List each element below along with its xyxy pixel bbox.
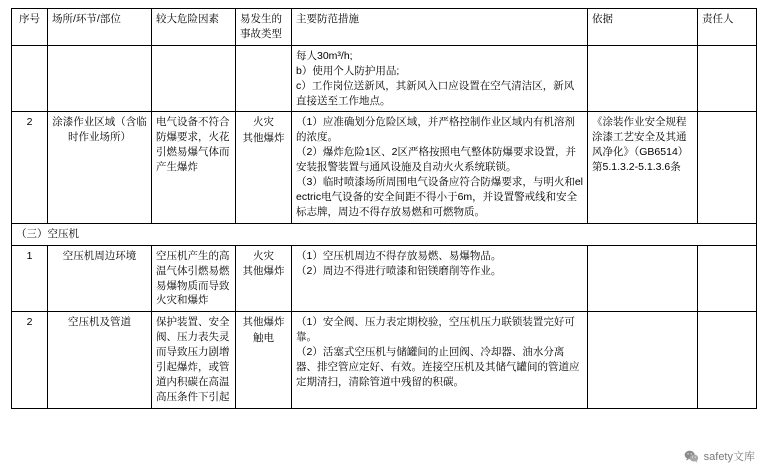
cell-accident-type <box>236 312 292 408</box>
cell-no: 2 <box>12 112 48 223</box>
cell-measures <box>292 45 588 112</box>
cell-measures <box>292 245 588 312</box>
column-header-accident-type: 易发生的事故类型 <box>236 9 292 46</box>
column-header-measures: 主要防范措施 <box>292 9 588 46</box>
cell-person <box>698 312 757 408</box>
cell-basis: 《涂装作业安全规程 涂漆工艺安全及其通风净化》（GB6514）第5.1.3.2-5.1.3.6条 <box>588 112 698 223</box>
table-row <box>12 112 757 223</box>
column-header-no: 序号 <box>12 9 48 46</box>
measure-line: （1）应准确划分危险区域，并严格控制作业区域内有机溶剂的浓度。 <box>296 116 575 144</box>
section-title: （三）空压机 <box>12 223 757 245</box>
table-row <box>12 312 757 408</box>
accident-type-line: 其他爆炸 <box>242 132 285 145</box>
table-row <box>12 45 757 112</box>
measure-line: （2）周边不得进行喷漆和铝镁磨削等作业。 <box>296 264 502 277</box>
watermark-label: safety文库 <box>703 451 755 463</box>
measure-line: （1）空压机周边不得存放易燃、易爆物品。 <box>296 249 502 262</box>
column-header-person: 责任人 <box>698 9 757 46</box>
table-header <box>12 9 757 46</box>
cell-basis <box>588 312 698 408</box>
measure-line: c）工作岗位送新风，其新风入口应设置在空气清洁区，新风直接送至工作地点。 <box>296 79 575 107</box>
cell-hazard: 电气设备不符合防爆要求，火花引燃易爆气体而产生爆炸 <box>152 112 236 223</box>
table-header-row <box>12 9 757 46</box>
cell-measures <box>292 112 588 223</box>
column-header-hazard: 较大危险因素 <box>152 9 236 46</box>
cell-hazard: 保护装置、安全阀、压力表失灵而导致压力剧增引起爆炸，或管道内积碳在高温高压条件下引起 <box>152 312 236 408</box>
cell-basis <box>588 45 698 112</box>
table-section-row <box>12 223 757 245</box>
measure-line: 每人30m³/h; <box>296 49 353 62</box>
measure-line: b）使用个人防护用品; <box>296 64 400 77</box>
cell-accident-type <box>236 245 292 312</box>
measure-line: （2）爆炸危险1区、2区严格按照电气整体防爆要求设置，并安装报警装置与通风设施及自动火火系统联锁。 <box>296 146 577 174</box>
measure-line: （1）安全阀、压力表定期校验，空压机压力联锁装置完好可靠。 <box>296 316 575 344</box>
column-header-place: 场所/环节/部位 <box>48 9 152 46</box>
cell-person <box>698 245 757 312</box>
cell-accident-type <box>236 45 292 112</box>
cell-accident-type <box>236 112 292 223</box>
accident-type-line: 其他爆炸 <box>242 265 285 278</box>
measure-line: （3）临时喷漆场所周围电气设备应符合防爆要求，与明火和electric电气设备的安全间距不得小于6m，并设置警戒线和安全标志牌，周边不得存放易燃和可燃物质。 <box>296 176 584 218</box>
cell-hazard: 空压机产生的高温气体引燃易燃易爆物质而导致火灾和爆炸 <box>152 245 236 312</box>
cell-person <box>698 45 757 112</box>
cell-place: 涂漆作业区域（含临时作业场所） <box>48 112 152 223</box>
cell-no <box>12 45 48 112</box>
cell-hazard <box>152 45 236 112</box>
watermark <box>684 448 755 464</box>
document-page <box>0 8 767 474</box>
cell-basis <box>588 245 698 312</box>
accident-type-line: 火灾 <box>253 116 274 129</box>
cell-place <box>48 45 152 112</box>
table-row <box>12 245 757 312</box>
wechat-icon <box>684 450 699 463</box>
cell-place: 空压机及管道 <box>48 312 152 408</box>
cell-person <box>698 112 757 223</box>
accident-type-line: 触电 <box>253 332 274 345</box>
risk-control-table <box>11 8 757 409</box>
accident-type-line: 火灾 <box>253 249 274 262</box>
cell-place: 空压机周边环境 <box>48 245 152 312</box>
table-body <box>12 45 757 408</box>
measure-line: （2）活塞式空压机与储罐间的止回阀、冷却器、油水分离器、排空管应定好、有效。连接空压机及其储气罐间的管道应定期清扫，清除管道中残留的积碳。 <box>296 346 580 388</box>
cell-no: 2 <box>12 312 48 408</box>
accident-type-line: 其他爆炸 <box>242 316 285 329</box>
cell-no: 1 <box>12 245 48 312</box>
column-header-basis: 依据 <box>588 9 698 46</box>
cell-measures <box>292 312 588 408</box>
